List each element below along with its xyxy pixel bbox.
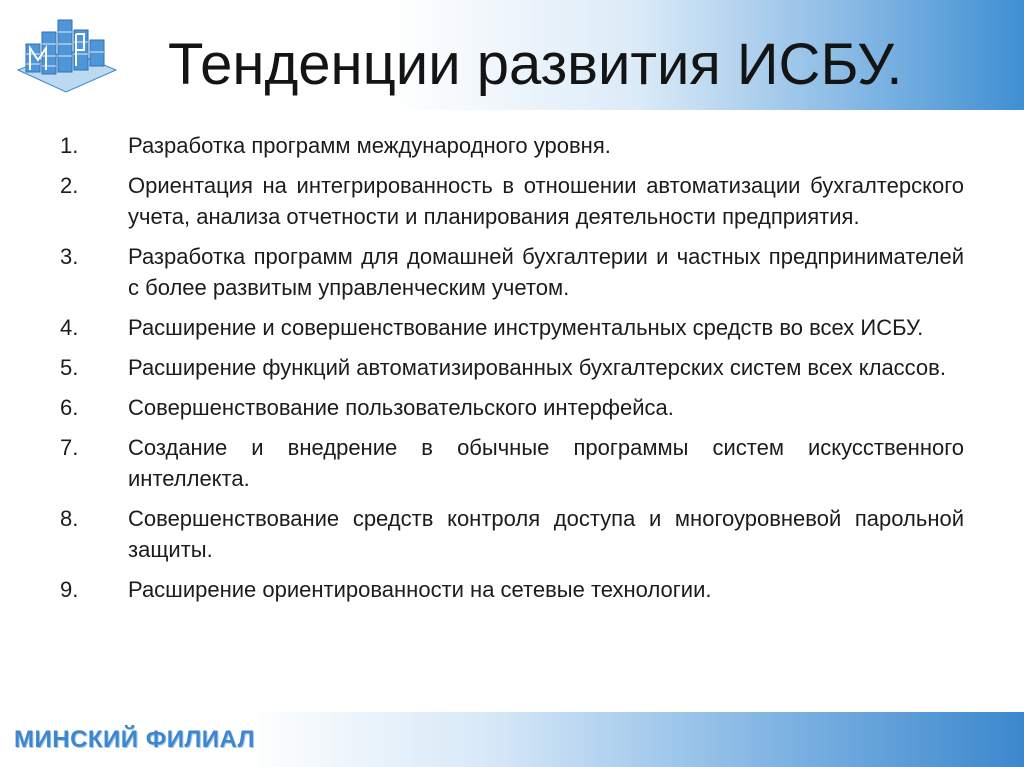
list-item <box>60 432 964 494</box>
list-item-number: 7. <box>60 435 79 460</box>
list-item-text: Расширение функций автоматизированных бухгалтерских систем всех классов. <box>128 355 946 380</box>
list-item-number: 2. <box>60 173 79 198</box>
list-item-number: 1. <box>60 133 79 158</box>
list-item-text: Ориентация на интегрированность в отношении автоматизации бухгалтерского учета, анализа отчетности и планирования деятельности предприятия. <box>128 173 964 229</box>
building-cube-logo <box>12 8 120 100</box>
list-item-number: 8. <box>60 506 79 531</box>
list-item-number: 6. <box>60 395 79 420</box>
list-item <box>60 392 964 423</box>
list-item-number: 9. <box>60 577 79 602</box>
list-item-text: Расширение и совершенствование инструментальных средств во всех ИСБУ. <box>128 315 924 340</box>
list-item-text: Совершенствование средств контроля доступа и многоуровневой парольной защиты. <box>128 506 964 562</box>
list-item-text: Создание и внедрение в обычные программы систем искусственного интеллекта. <box>128 435 964 491</box>
trends-list <box>60 130 964 614</box>
footer-logo-text: МИНСКИЙ ФИЛИАЛ <box>14 726 256 753</box>
list-item-number: 5. <box>60 355 79 380</box>
list-item-text: Совершенствование пользовательского интерфейса. <box>128 395 674 420</box>
list-item <box>60 241 964 303</box>
list-item <box>60 130 964 161</box>
slide-title: Тенденции развития ИСБУ. <box>168 32 903 97</box>
list-item-text: Разработка программ для домашней бухгалтерии и частных предпринимателей с более развитым управленческим учетом. <box>128 244 964 300</box>
list-item-text: Расширение ориентированности на сетевые технологии. <box>128 577 712 602</box>
list-item-number: 3. <box>60 244 79 269</box>
list-item <box>60 312 964 343</box>
list-item-text: Разработка программ международного уровня. <box>128 133 611 158</box>
list-item-number: 4. <box>60 315 79 340</box>
list-item <box>60 574 964 605</box>
list-item <box>60 170 964 232</box>
list-item <box>60 503 964 565</box>
list-item <box>60 352 964 383</box>
